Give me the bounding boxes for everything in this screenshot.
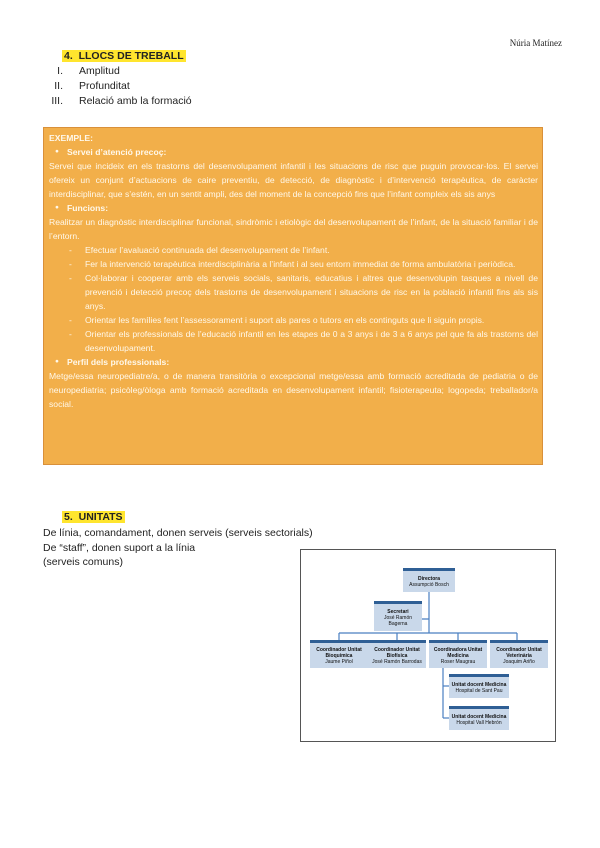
- org-node-coordinator: Coordinador Unitat Veterinària Joaquim Ariño: [490, 640, 548, 668]
- function-item: - Fer la intervenció terapèutica interdisciplinària a l’infant i al seu entorn immediat de forma ambulatòria i periòdica.: [49, 257, 538, 271]
- list-item: III. Relació amb la formació: [51, 95, 192, 107]
- profile-heading: ● Perfil dels professionals:: [49, 355, 538, 369]
- list-item: II. Profunditat: [54, 80, 130, 92]
- section-4-title: LLOCS DE TREBALL: [78, 50, 184, 62]
- profile-text: Metge/essa neuropediatre/a, o de manera transitòria o excepcional metge/essa amb formació acreditada de pediatria o de neuropediatria; psicòleg/òloga amb formació acreditada en desenvolupament infantil; fisioterapeuta; logopeda; treballador/a social.: [49, 371, 538, 409]
- list-item: I. Amplitud: [57, 65, 120, 77]
- section-4-heading: [62, 50, 186, 62]
- org-node-sub-unit: Unitat docent Medicina Hospital de Sant Pau: [449, 674, 509, 698]
- org-node-sub-unit: Unitat docent Medicina Hospital Vall Hebrón: [449, 706, 509, 730]
- section-4-list: [45, 64, 192, 109]
- org-node-coordinator: Coordinadora Unitat Medicina Roser Maugrau: [429, 640, 487, 668]
- section-5-number: 5.: [64, 511, 73, 523]
- section-4-number: 4.: [64, 50, 73, 62]
- functions-heading: ● Funcions:: [49, 201, 538, 215]
- author-name: Núria Matínez: [509, 38, 562, 48]
- function-item: - Orientar les famílies fent l’assessorament i suport als pares o tutors en els continguts que li siguin propis.: [49, 313, 538, 327]
- org-chart: [300, 549, 556, 742]
- service-heading: ● Servei d’atenció precoç:: [49, 145, 538, 159]
- org-node-coordinator: Coordinador Unitat Biofísica José Ramón Barrodas: [368, 640, 426, 668]
- unitats-line: De “staff”, donen suport a la línia: [43, 541, 196, 554]
- org-node-director: Directora Assumpció Bosch: [403, 568, 455, 592]
- function-item: - Orientar els professionals de l’educació infantil en les etapes de 0 a 3 anys i de 3 a 6 anys pel que fa als trastorns del desenvolupament.: [49, 327, 538, 355]
- example-title: EXEMPLE:: [49, 133, 93, 143]
- unitats-line: (serveis comuns): [43, 556, 123, 568]
- section-5-text: [43, 526, 313, 570]
- function-item: - Efectuar l’avaluació continuada del desenvolupament de l’infant.: [49, 243, 538, 257]
- section-5-heading: [62, 511, 125, 523]
- org-node-secretary: Secretari José Ramón Bagerna: [374, 601, 422, 631]
- org-node-coordinator: Coordinador Unitat Bioquímica Jaume Piñol: [310, 640, 368, 668]
- section-5-title: UNITATS: [78, 511, 123, 523]
- example-box: [43, 127, 543, 465]
- service-text: Servei que incideix en els trastorns del desenvolupament infantil i les situacions de risc que puguin provocar-los. El servei ofereix un conjunt d’actuacions de caire preventiu, de detecció, de diagnòstic i d’intervenció terapèutica, de caràcter interdisciplinar, que s’estén, en un sentit ampli, des del moment de la concepció fins que l’infant compleix els sis anys: [49, 161, 538, 199]
- unitats-line: De línia, comandament, donen serveis (serveis sectorials): [43, 527, 313, 539]
- functions-intro: Realitzar un diagnòstic interdisciplinar funcional, sindròmic i etiològic del desenvolupament de l’infant, de la situació familiar i de l’entorn.: [49, 217, 538, 241]
- function-item: - Col·laborar i cooperar amb els serveis socials, sanitaris, educatius i altres que desenvolupin tasques a nivell de prevenció i detecció precoç dels trastorns de desenvolupament i situacions de risc en la població infantil fins als sis anys.: [49, 271, 538, 313]
